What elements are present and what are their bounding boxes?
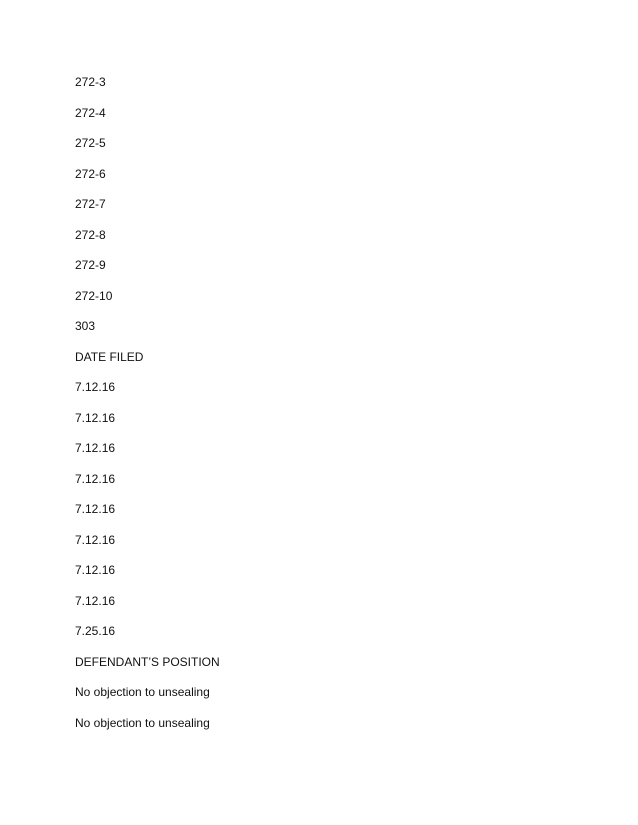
- defendants-position-value: No objection to unsealing: [75, 685, 210, 699]
- date-filed-value: 7.12.16: [75, 380, 116, 394]
- document-text-column: [75, 73, 595, 744]
- exhibit-number: 272-7: [75, 197, 106, 211]
- date-filed-value: 7.12.16: [75, 410, 116, 425]
- date-filed-value: 7.12.16: [75, 532, 116, 547]
- date-filed-value: 7.12.16: [75, 502, 116, 516]
- exhibit-number: 303: [75, 319, 96, 333]
- exhibit-number: 272-6: [75, 166, 106, 181]
- exhibit-number: 272-8: [75, 227, 106, 242]
- exhibit-number: 272-3: [75, 75, 106, 89]
- date-filed-heading: DATE FILED: [75, 349, 144, 364]
- date-filed-value: 7.12.16: [75, 593, 116, 608]
- date-filed-value: 7.12.16: [75, 441, 116, 455]
- exhibit-number: 272-10: [75, 288, 113, 303]
- defendants-position-value: No objection to unsealing: [75, 715, 210, 730]
- exhibit-number: 272-5: [75, 136, 106, 150]
- defendants-position-heading: DEFENDANT’S POSITION: [75, 654, 220, 669]
- exhibit-number: 272-9: [75, 258, 106, 272]
- date-filed-value: 7.12.16: [75, 563, 116, 577]
- date-filed-value: 7.12.16: [75, 471, 116, 486]
- exhibit-number: 272-4: [75, 105, 106, 120]
- date-filed-value: 7.25.16: [75, 624, 116, 638]
